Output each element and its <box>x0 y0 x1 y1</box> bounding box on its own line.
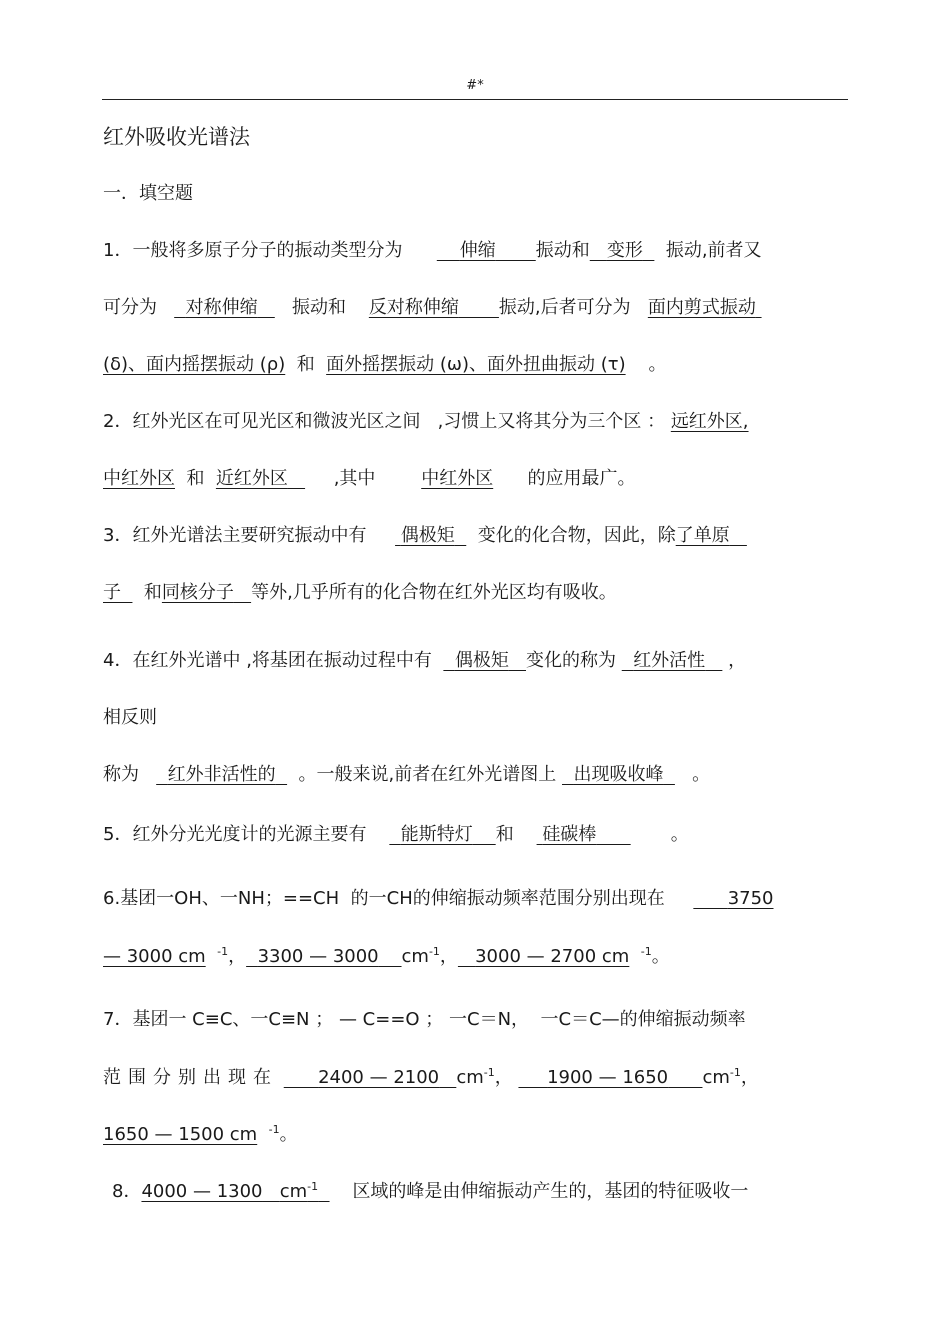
q6-answer1: 3750 <box>727 888 774 909</box>
q6-answer2: — 3000 cm <box>103 946 206 967</box>
q4-text8: 。 <box>692 764 711 785</box>
q1-text7: 和 <box>296 354 315 375</box>
q2-number: 2． <box>103 411 133 432</box>
q4-answer3: 红外非活性的 <box>167 764 276 785</box>
q4-text6: 称为 <box>103 764 139 785</box>
header-rule <box>102 99 848 100</box>
q2-answer2: 中红外区 <box>103 468 175 489</box>
q3-answer2: 了单原 <box>675 525 730 546</box>
q3-text2: 变化的化合物，因此，除 <box>477 525 676 546</box>
q4-text7: 。一般来说,前者在红外光谱图上 <box>298 764 557 785</box>
q6-sup2: -1 <box>428 945 440 958</box>
q3-text4: 等外,几乎所有的化合物在红外光区均有吸收。 <box>251 582 617 603</box>
q7-text1: 基团一 C≡C、一C≡N ； — C==O ； 一C＝N， <box>132 1009 530 1030</box>
q7-text3: 范围分别出现在 <box>103 1067 278 1088</box>
q2-text4: ,其中 <box>333 468 376 489</box>
q7-text2: 一C＝C—的伸缩振动频率 <box>540 1009 746 1030</box>
q4-line1 <box>103 648 848 674</box>
q1-text4: 可分为 <box>103 297 157 318</box>
q7-line1 <box>103 1007 848 1033</box>
q4-text3: 变化的称为 <box>526 650 616 671</box>
q1-answer7: 面外摇摆振动 (ω)、面外扭曲振动 (τ) <box>326 354 626 375</box>
q2-text1: 红外光区在可见光区和微波光区之间 <box>132 411 421 432</box>
q5-line1 <box>103 822 848 848</box>
q1-text2: 振动和 <box>535 240 590 261</box>
q4-number: 4． <box>103 650 133 671</box>
q6-sup3: -1 <box>640 945 652 958</box>
q7-sup1: -1 <box>483 1066 495 1079</box>
q1-answer6: (δ)、面内摇摆振动 (ρ) <box>103 354 286 375</box>
q6-line2 <box>103 944 848 970</box>
q3-number: 3． <box>103 525 133 546</box>
q3-line1 <box>103 523 848 549</box>
q1-answer1: 伸缩 <box>459 240 496 261</box>
q7-sup2: -1 <box>729 1066 741 1079</box>
q6-line1 <box>103 886 848 912</box>
q5-text2: 和 <box>495 824 514 845</box>
q5-answer2: 硅碳棒 <box>542 824 597 845</box>
q7-text5: ， <box>494 1067 513 1088</box>
q2-text2: ,习惯上又将其分为三个区 ： <box>437 411 666 432</box>
q4-answer1: 偶极矩 <box>454 650 509 671</box>
q1-line1 <box>103 238 848 264</box>
q8-answer1: 4000 — 1300 $cm^{-1}$ <box>141 1180 319 1202</box>
q7-sup3: -1 <box>268 1123 280 1136</box>
q2-text3: 和 <box>186 468 205 489</box>
q1-text1: 一般将多原子分子的振动类型分为 <box>132 240 403 261</box>
q7-text7: ， <box>740 1067 759 1088</box>
q7-text6: cm <box>702 1067 730 1088</box>
q2-answer4: 中红外区 <box>421 468 494 489</box>
q1-text3: 振动,前者又 <box>665 240 762 261</box>
q4-text4: ， <box>728 650 747 671</box>
q6-text5: ， <box>439 946 458 967</box>
q8-text1: 区域的峰是由伸缩振动产生的，基团的特征吸收一 <box>352 1181 749 1202</box>
header-mark: #* <box>466 78 484 93</box>
q2-line1 <box>103 409 848 435</box>
q8-line1 <box>112 1179 857 1205</box>
q3-line2 <box>103 580 848 606</box>
q5-text3: 。 <box>670 824 689 845</box>
q3-text1: 红外光谱法主要研究振动中有 <box>132 525 367 546</box>
q5-text1: 红外分光光度计的光源主要有 <box>132 824 367 845</box>
q7-text4: cm <box>456 1067 484 1088</box>
q3-text3: 和 <box>143 582 162 603</box>
q3-answer3: 子 <box>103 582 121 603</box>
q6-text4: cm <box>401 946 429 967</box>
q4-text2: ,将基团在振动过程中有 <box>246 650 432 671</box>
q3-answer1: 偶极矩 <box>400 525 455 546</box>
q4-line2: 相反则 <box>103 707 157 728</box>
document-title: 红外吸收光谱法 <box>103 125 250 149</box>
q2-line2 <box>103 466 848 492</box>
q6-sup1: -1 <box>217 945 229 958</box>
q1-answer4: 反对称伸缩 <box>368 297 459 318</box>
section-heading: 一．填空题 <box>103 183 193 204</box>
q5-number: 5． <box>103 824 133 845</box>
q3-answer4: 同核分子 <box>161 582 234 603</box>
q1-answer5: 面内剪式振动 <box>647 297 756 318</box>
q1-text5: 振动和 <box>291 297 346 318</box>
q1-answer2: 变形 <box>606 240 643 261</box>
q5-answer1: 能斯特灯 <box>400 824 473 845</box>
q2-text5: 的应用最广。 <box>527 468 636 489</box>
q6-answer3: 3300 — 3000 <box>257 946 379 967</box>
q7-line3 <box>103 1122 848 1148</box>
q1-text6: 振动,后者可分为 <box>498 297 631 318</box>
q6-text1: 基团一OH、一NH；==CH <box>120 888 340 909</box>
q7-text8: 。 <box>279 1124 298 1145</box>
q1-number: 1． <box>103 240 133 261</box>
q6-text3: ， <box>228 946 247 967</box>
q6-text6: 。 <box>651 946 670 967</box>
q7-answer3: 1650 — 1500 cm <box>103 1124 258 1145</box>
q8-number: 8． <box>112 1181 142 1202</box>
q7-answer2: 1900 — 1650 <box>547 1067 669 1088</box>
q6-answer4: 3000 — 2700 cm <box>475 946 630 967</box>
q4-answer2: 红外活性 <box>633 650 706 671</box>
q7-number: 7． <box>103 1009 133 1030</box>
q4-answer4: 出现吸收峰 <box>573 764 664 785</box>
q6-number: 6. <box>103 888 121 909</box>
q6-text2: 的一CH的伸缩振动频率范围分别出现在 <box>350 888 665 909</box>
q1-line3 <box>103 352 848 378</box>
q4-text1: 在红外光谱中 <box>132 650 241 671</box>
q2-answer1: 远红外区, <box>670 411 749 432</box>
q4-line3 <box>103 762 848 788</box>
q7-answer1: 2400 — 2100 <box>318 1067 440 1088</box>
q7-line2 <box>103 1065 848 1091</box>
q1-line2 <box>103 295 848 321</box>
q2-answer3: 近红外区 <box>215 468 288 489</box>
q1-text8: 。 <box>648 354 667 375</box>
q1-answer3: 对称伸缩 <box>185 297 258 318</box>
